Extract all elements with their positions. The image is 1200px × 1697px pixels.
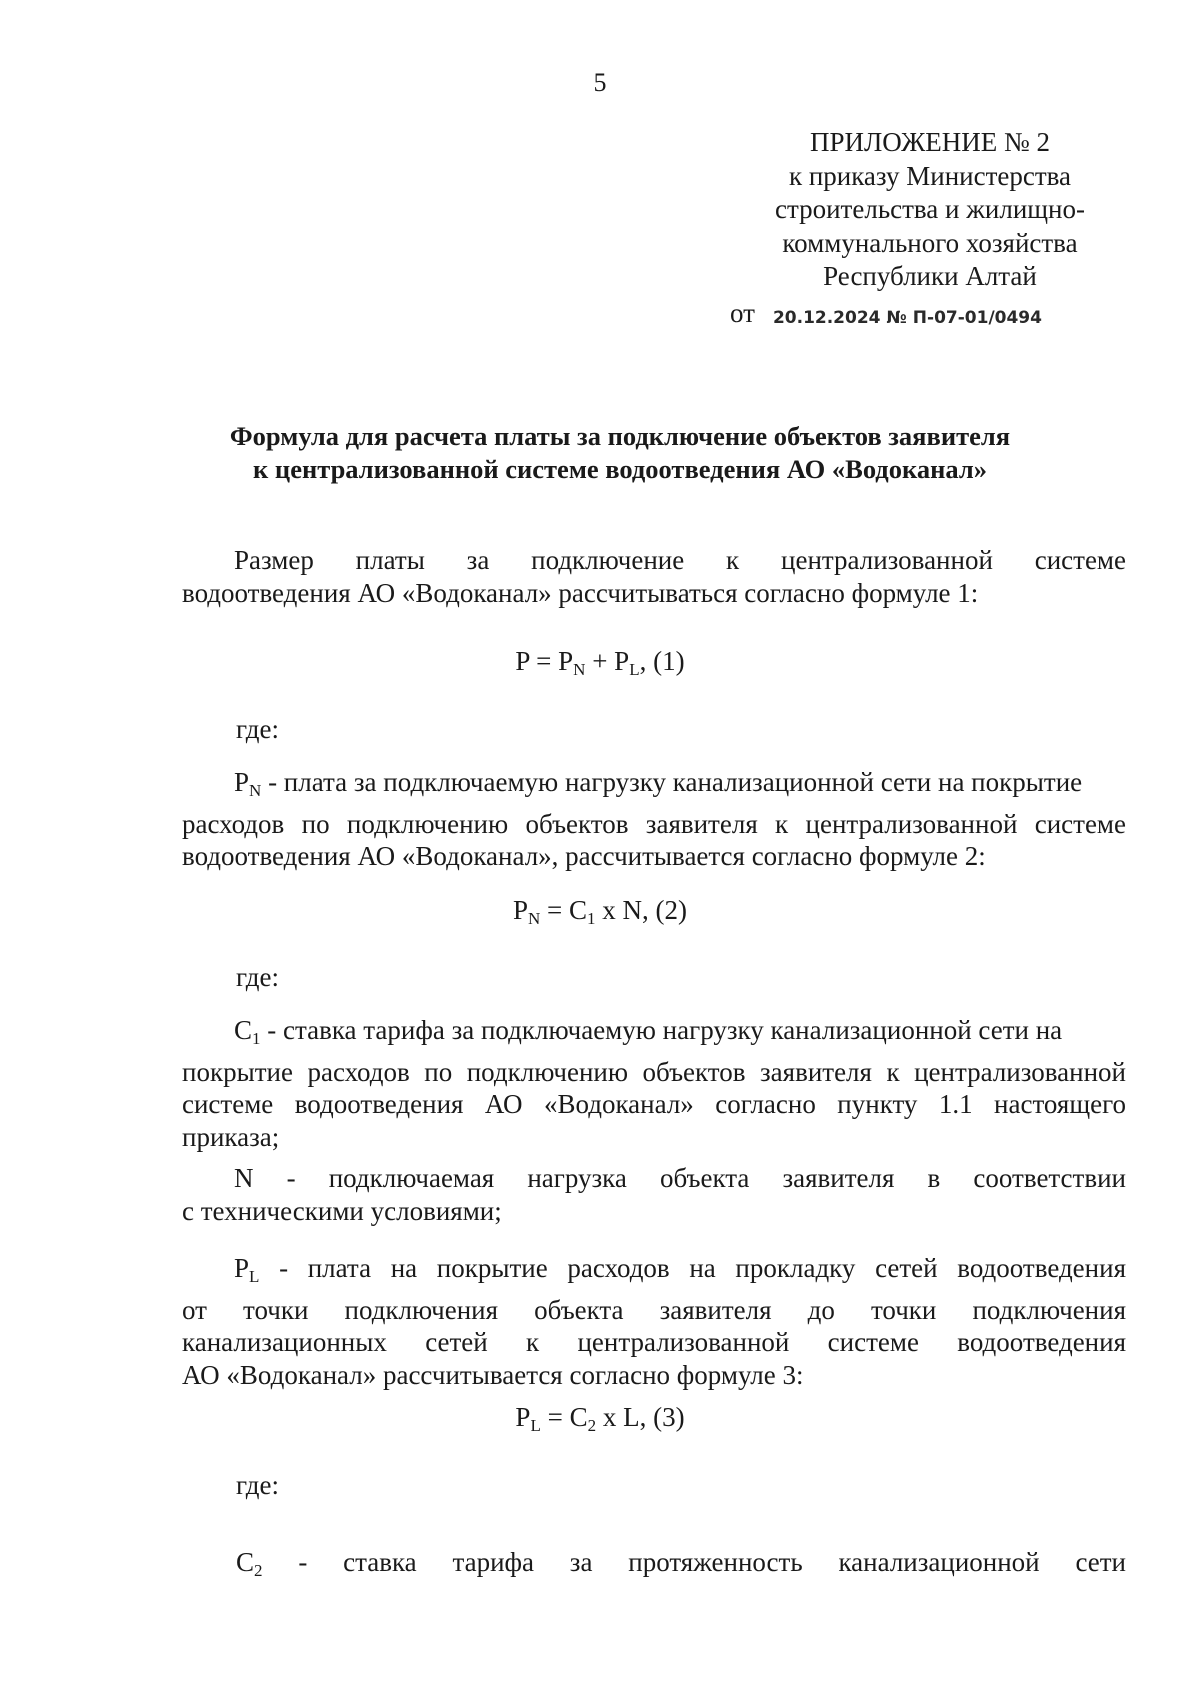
formula-text: P <box>515 1402 531 1432</box>
paragraph-line: покрытие расходов по подключению объектов заявителя к централизованной <box>182 1056 1126 1087</box>
approval-block <box>740 126 1120 294</box>
symbol-group <box>234 1252 259 1294</box>
paragraph-text: - плата за подключаемую нагрузку канализационной сети на покрытие <box>261 767 1083 797</box>
word: канализационной <box>838 1547 1040 1577</box>
symbol: C <box>234 1015 253 1045</box>
formula-subscript: L <box>629 660 640 679</box>
formula-text: x N, (2) <box>595 895 688 925</box>
formula-subscript: 1 <box>587 909 596 928</box>
formula-text: P <box>512 895 528 925</box>
paragraph-line <box>182 1014 1126 1056</box>
title-line: Формула для расчета платы за подключение объектов заявителя <box>229 421 1011 451</box>
paragraph-line: Размер платы за подключение к централизованной системе <box>234 545 1126 575</box>
order-date-prefix: от <box>730 298 755 328</box>
where-label: где: <box>236 714 279 744</box>
approval-heading: ПРИЛОЖЕНИЕ № 2 <box>809 127 1051 157</box>
formula-subscript: L <box>530 1416 541 1435</box>
paragraph-line: с техническими условиями; <box>182 1195 502 1226</box>
symbol-subscript: 2 <box>254 1561 263 1580</box>
c1-definition <box>182 1014 1126 1153</box>
paragraph-text: - ставка тарифа за подключаемую нагрузку канализационной сети на <box>260 1015 1063 1045</box>
formula-text: , (1) <box>639 646 685 676</box>
paragraph-line: от точки подключения объекта заявителя до точки подключения <box>182 1294 1126 1325</box>
symbol-subscript: L <box>249 1267 260 1286</box>
paragraph-line <box>182 1252 1126 1294</box>
formula-text: = C <box>540 1402 588 1432</box>
word: ставка <box>343 1547 417 1577</box>
paragraph-line: N - подключаемая нагрузка объекта заявителя в соответствии <box>234 1163 1126 1193</box>
paragraph-line: водоотведения АО «Водоканал» рассчитываться согласно формуле 1: <box>182 577 979 608</box>
order-date-row <box>730 298 1130 329</box>
formula-text: = C <box>540 895 588 925</box>
paragraph-text: - плата на покрытие расходов на прокладку сетей водоотведения <box>259 1253 1126 1283</box>
paragraph-line: системе водоотведения АО «Водоканал» согласно пункту 1.1 настоящего <box>182 1089 1126 1119</box>
intro-paragraph <box>182 544 1126 609</box>
paragraph-line: расходов по подключению объектов заявителя к централизованной системе <box>182 808 1126 839</box>
word: - <box>298 1547 308 1577</box>
symbol-subscript: N <box>249 781 262 800</box>
pn-definition <box>182 766 1126 873</box>
formula-2 <box>0 895 1200 929</box>
formula-text: x L, (3) <box>596 1402 685 1432</box>
c2-definition-line <box>236 1547 1126 1581</box>
approval-line: к приказу Министерства <box>788 160 1072 191</box>
n-definition <box>182 1162 1126 1227</box>
paragraph-line <box>182 766 1126 808</box>
formula-1 <box>0 646 1200 680</box>
formula-3 <box>0 1402 1200 1436</box>
paragraph-line: водоотведения АО «Водоканал», рассчитывается согласно формуле 2: <box>182 841 986 871</box>
pl-definition <box>182 1252 1126 1391</box>
paragraph-line: приказа; <box>182 1121 280 1152</box>
symbol: C <box>236 1547 255 1577</box>
title-line: к централизованной системе водоотведения АО «Водоканал» <box>253 454 987 484</box>
formula-subscript: N <box>528 909 541 928</box>
formula-subscript: 2 <box>587 1416 597 1435</box>
where-label: где: <box>236 962 279 992</box>
where-label: где: <box>236 1470 279 1500</box>
approval-line: Республики Алтай <box>823 261 1037 291</box>
word: сети <box>1075 1547 1126 1577</box>
word: протяженность <box>628 1547 803 1577</box>
approval-line: строительства и жилищно- <box>775 194 1085 224</box>
symbol: P <box>234 767 250 797</box>
order-date-number-stamp: 20.12.2024 № П-07-01/0494 <box>772 308 1042 328</box>
word: тарифа <box>452 1547 534 1577</box>
symbol-group <box>236 1547 263 1581</box>
symbol-subscript: 1 <box>252 1029 261 1048</box>
formula-text: + P <box>585 646 630 676</box>
page-number: 5 <box>593 68 607 97</box>
paragraph-line: АО «Водоканал» рассчитывается согласно формуле 3: <box>182 1359 804 1390</box>
document-title <box>180 420 1060 486</box>
formula-text: P = P <box>515 646 574 676</box>
symbol: P <box>234 1253 250 1283</box>
formula-subscript: N <box>573 660 586 679</box>
approval-line: коммунального хозяйства <box>782 227 1078 258</box>
paragraph-line: канализационных сетей к централизованной системе водоотведения <box>182 1327 1126 1357</box>
word: за <box>569 1547 593 1577</box>
